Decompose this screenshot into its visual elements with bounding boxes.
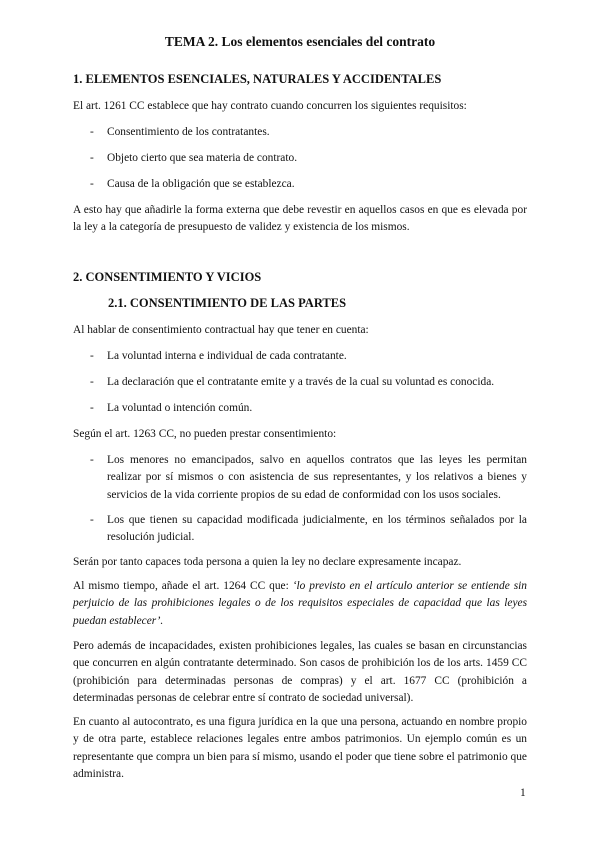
list-item-text: La voluntad o intención común.	[107, 402, 253, 414]
list-item-text: Los menores no emancipados, salvo en aquellos contratos que las leyes les permitan realizar por sí mismos o con asistencia de sus representantes, y los relativos a bienes y servicios de la vida corriente propios de su edad de conformidad con los usos sociales.	[107, 454, 527, 501]
list-item-text: La voluntad interna e individual de cada contratante.	[107, 350, 347, 362]
list-item-text: Los que tienen su capacidad modificada judicialmente, en los términos señalados por la resolución judicial.	[107, 514, 527, 544]
bullet-dash: -	[90, 402, 94, 414]
paragraph-capacity: Según el art. 1263 CC, no pueden prestar consentimiento:	[73, 428, 337, 440]
list-item-text: Objeto cierto que sea materia de contrato.	[107, 152, 298, 164]
list-item	[90, 512, 527, 547]
section-1-intro: El art. 1261 CC establece que hay contrato cuando concurren los siguientes requisitos:	[73, 100, 467, 112]
paragraph-art-1264	[73, 578, 527, 630]
list-item-text: Consentimiento de los contratantes.	[107, 126, 270, 138]
art-1264-quote: ‘lo previsto en el artículo anterior se entiende sin perjuicio de las prohibiciones legales o de los requisitos especiales de capacidad que las leyes puedan establecer’.	[73, 580, 527, 627]
section-1-heading: 1. ELEMENTOS ESENCIALES, NATURALES Y ACCIDENTALES	[73, 72, 442, 86]
section-2-intro: Al hablar de consentimiento contractual hay que tener en cuenta:	[73, 324, 369, 336]
paragraph-prohibiciones: Pero además de incapacidades, existen prohibiciones legales, las cuales se basan en circunstancias que concurren en algún contratante determinado. Son casos de prohibición los de los arts. 1459 CC (prohibición para determinadas personas de compras) y el art. 1677 CC (prohibición a determinadas personas de celebrar entre sí contrato de sociedad universal).	[73, 640, 527, 704]
document-title: TEMA 2. Los elementos esenciales del contrato	[164, 34, 436, 49]
section-2-heading: 2. CONSENTIMIENTO Y VICIOS	[73, 270, 262, 284]
list-item	[90, 176, 527, 193]
list-item	[90, 348, 527, 365]
paragraph-capaces: Serán por tanto capaces toda persona a quien la ley no declare expresamente incapaz.	[73, 556, 462, 568]
list-item	[90, 150, 527, 167]
list-item-text: La declaración que el contratante emite y a través de la cual su voluntad es conocida.	[107, 376, 495, 388]
page-number: 1	[520, 787, 526, 799]
paragraph-autocontrato: En cuanto al autocontrato, es una figura jurídica en la que una persona, actuando en nombre propio y de otra parte, establece relaciones legales entre ambos patrimonios. Un ejemplo común es un representante que compra un bien para sí mismo, usando el poder que tiene sobre el patrimonio que administra.	[73, 716, 527, 780]
section-1-closing: A esto hay que añadirle la forma externa que debe revestir en aquellos casos en que es elevada por la ley a la categoría de presupuesto de validez y existencia de los mismos.	[73, 204, 527, 234]
art-1264-lead: Al mismo tiempo, añade el art. 1264 CC que:	[73, 580, 293, 592]
bullet-dash: -	[90, 152, 94, 164]
list-item	[90, 400, 527, 417]
bullet-dash: -	[90, 454, 94, 466]
bullet-dash: -	[90, 376, 94, 388]
bullet-dash: -	[90, 514, 94, 526]
subsection-2-1-heading: 2.1. CONSENTIMIENTO DE LAS PARTES	[108, 296, 347, 310]
bullet-dash: -	[90, 350, 94, 362]
list-item-text: Causa de la obligación que se establezca.	[107, 178, 295, 190]
list-item	[90, 374, 527, 391]
list-item	[90, 452, 527, 504]
bullet-dash: -	[90, 178, 94, 190]
list-item	[90, 124, 527, 141]
bullet-dash: -	[90, 126, 94, 138]
